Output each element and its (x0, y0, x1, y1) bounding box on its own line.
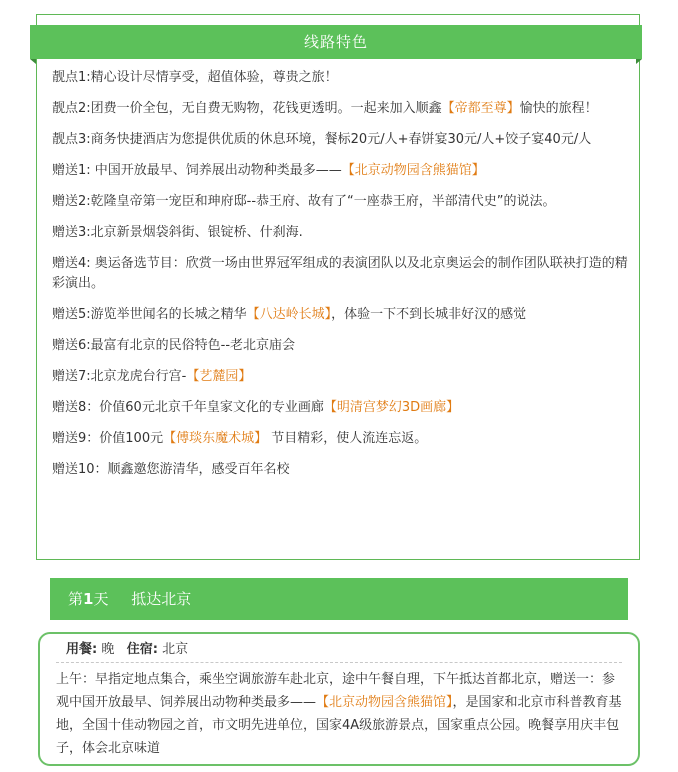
meal-value: 晚 (101, 642, 115, 657)
feature-item (52, 336, 632, 356)
feature-item (52, 223, 632, 243)
day-number-suffix: 天 (93, 590, 109, 608)
feature-text: 赠送9：价值100元 (52, 431, 164, 446)
feature-item (52, 68, 632, 88)
feature-text: 赠送2:乾隆皇帝第一宠臣和珅府邸--恭王府、故有了“一座恭王府，半部清代史”的说法。 (52, 194, 556, 209)
feature-item (52, 398, 632, 418)
feature-item (52, 305, 632, 325)
feature-text-after: ，体验一下不到长城非好汉的感觉 (331, 307, 527, 322)
feature-highlight-link[interactable]: 【帝都至尊】 (441, 101, 520, 116)
feature-text: 赠送1: 中国开放最早、饲养展出动物种类最多—— (52, 163, 342, 178)
lodging-value: 北京 (162, 642, 189, 657)
feature-list (52, 68, 632, 491)
feature-item (52, 130, 632, 150)
day-number-prefix: 第 (68, 590, 84, 608)
feature-text-after: 愉快的旅程！ (519, 101, 598, 116)
zoo-link[interactable]: 【北京动物园含熊猫馆】 (316, 695, 453, 710)
feature-item (52, 429, 632, 449)
meal-label: 用餐: (66, 642, 98, 657)
feature-highlight-link[interactable]: 【明清宫梦幻3D画廊】 (323, 400, 460, 415)
feature-item (52, 367, 632, 387)
feature-text: 靓点1:精心设计尽情享受，超值体验，尊贵之旅！ (52, 70, 338, 85)
feature-text: 赠送6:最富有北京的民俗特色--老北京庙会 (52, 338, 296, 353)
feature-text: 赠送10：顺鑫邀您游清华，感受百年名校 (52, 462, 290, 477)
banner-fold-left (30, 59, 36, 64)
feature-item (52, 192, 632, 212)
feature-text: 靓点2:团费一价全包，无自费无购物，花钱更透明。一起来加入顺鑫 (52, 101, 442, 116)
route-features-title: 线路特色 (303, 33, 368, 51)
feature-text: 赠送7:北京龙虎台行宫- (52, 369, 187, 384)
meal-lodging-row (66, 640, 188, 660)
feature-text: 赠送8：价值60元北京千年皇家文化的专业画廊 (52, 400, 324, 415)
route-features-banner (30, 25, 642, 59)
feature-highlight-link[interactable]: 【艺麓园】 (186, 369, 252, 384)
feature-text-after: 节目精彩，使人流连忘返。 (267, 431, 428, 446)
lodging-label: 住宿: (126, 642, 158, 657)
dashed-divider (56, 662, 622, 663)
feature-text: 赠送4: 奥运备选节目：欣赏一场由世界冠军组成的表演团队以及北京奥运会的制作团队联袂打造的精彩演出。 (52, 256, 628, 291)
day-header (50, 578, 628, 620)
day-number: 1 (83, 590, 94, 608)
feature-text: 赠送3:北京新景烟袋斜街、银锭桥、什刹海. (52, 225, 303, 240)
feature-item (52, 99, 632, 119)
feature-item (52, 254, 632, 294)
feature-highlight-link[interactable]: 【傅琰东魔术城】 (163, 431, 268, 446)
day-description-text: 上午：早指定地点集合，乘坐空调旅游车赴北京，途中午餐自理，下午抵达首都北京，赠送一：参观中国开放最早、饲养展出动物种类最多—— (56, 672, 616, 710)
feature-text: 赠送5:游览举世闻名的长城之精华 (52, 307, 247, 322)
feature-highlight-link[interactable]: 【北京动物园含熊猫馆】 (341, 163, 485, 178)
day-title: 抵达北京 (131, 590, 192, 608)
day-description (56, 668, 626, 760)
day-description-text-after: ，是国家和北京市科普教育基地，全国十佳动物园之首，市文明先进单位，国家4A级旅游景点，国家重点公园。晚餐享用庆丰包子，体会北京味道 (56, 695, 622, 756)
feature-text: 靓点3:商务快捷酒店为您提供优质的休息环境，餐标20元/人+春饼宴30元/人+饺子宴40元/人 (52, 132, 592, 147)
banner-fold-right (636, 59, 642, 64)
feature-item (52, 460, 632, 480)
feature-item (52, 161, 632, 181)
feature-highlight-link[interactable]: 【八达岭长城】 (246, 307, 332, 322)
